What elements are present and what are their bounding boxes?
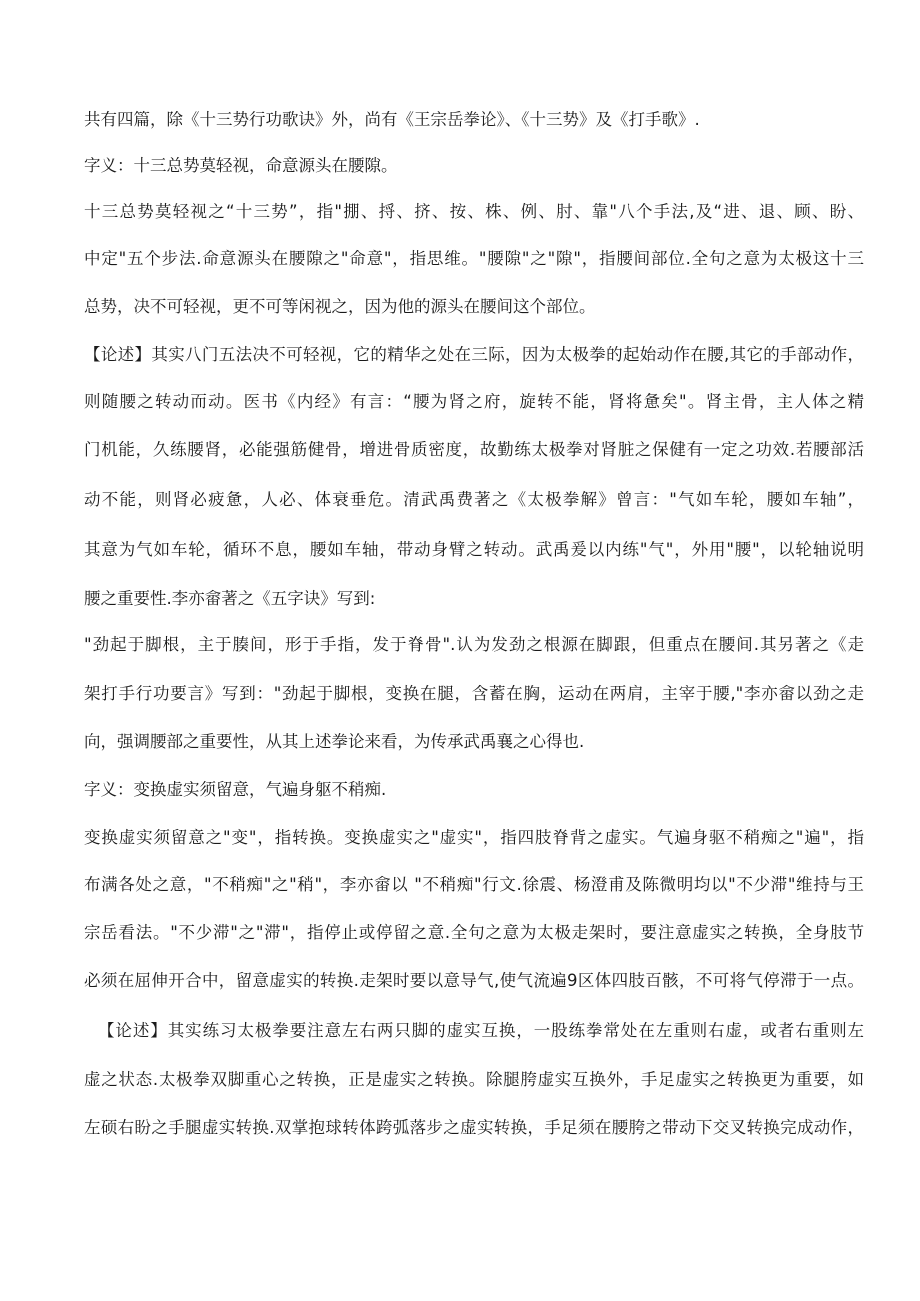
text-line: 其意为气如车轮，循环不息，腰如车轴，带动身臂之转动。武禹爰以内练"气"，外用"腰"，以轮轴说明: [84, 540, 864, 559]
text-line: 【论述】其实练习太极拳要注意左右两只脚的虚实互换，一股练拳常处在左重则右虚，或者右重则左: [98, 1021, 864, 1040]
text-line: 总势，决不可轻视，更不可等闲视之，因为他的源头在腰间这个部位。: [84, 297, 596, 316]
text-line: 虚之状态.太极拳双脚重心之转换，正是虚实之转换。除腿胯虚实互换外，手足虚实之转换更为重要，如: [84, 1070, 864, 1089]
text-line: 布满各处之意，"不稍痴"之"稍"，李亦畲以 "不稍痴"行文.徐震、杨澄甫及陈微明均以"不少滞"维持与王: [84, 875, 864, 894]
text-line: "劲起于脚根，主于腠间，形于手指，发于脊骨".认为发劲之根源在脚跟，但重点在腰间.其另著之《走: [84, 635, 864, 654]
text-line: 架打手行功要言》写到："劲起于脚根，变换在腿，含蓄在胸，运动在两肩，主宰于腰,"李亦畲以劲之走: [84, 684, 864, 703]
text-line: 字义：变换虚实须留意，气遍身躯不稍痴.: [84, 780, 387, 799]
text-line: 【论述】其实八门五法决不可轻视，它的精华之处在三际，因为太极拳的起始动作在腰,其它的手部动作，: [84, 345, 864, 364]
text-line: 变换虚实须留意之"变"，指转换。变换虚实之"虚实"，指四肢脊背之虚实。气遍身驱不稍痴之"遍"，指: [84, 828, 864, 847]
text-line: 腰之重要性.李亦畲著之《五字诀》写到:: [84, 589, 376, 608]
text-line: 向，强调腰部之重要性，从其上述拳论来看，为传承武禹襄之心得也.: [84, 732, 585, 751]
text-line: 则随腰之转动而动。医书《内经》有言：“腰为肾之府，旋转不能，肾将惫矣"。肾主骨，主人体之精: [84, 392, 864, 411]
text-line: 中定"五个步法.命意源头在腰隙之"命意"，指思维。"腰隙"之"隙"，指腰间部位.全句之意为太极这十三: [84, 249, 864, 268]
text-line: 字义：十三总势莫轻视，命意源头在腰隙。: [84, 156, 398, 175]
text-line: 十三总势莫轻视之“十三势”，指"掤、捋、挤、按、株、例、肘、靠"八个手法,及“进、退、顾、盼、: [84, 202, 864, 221]
text-line: 动不能，则肾必疲惫，人必、体衰垂危。清武禹费著之《太极拳解》曾言："气如车轮，腰如车轴”，: [84, 490, 864, 509]
text-line: 门机能，久练腰肾，必能强筋健骨，增进骨质密度，故勤练太极拳对肾脏之保健有一定之功效.若腰部活: [84, 440, 864, 459]
text-line: 左硕右盼之手腿虚实转换.双掌抱球转体跨弧落步之虚实转换，手足须在腰胯之带动下交叉转换完成动作，: [84, 1118, 864, 1137]
text-line: 共有四篇，除《十三势行功歌诀》外，尚有《王宗岳拳论》、《十三势》及《打手歌》.: [84, 110, 700, 129]
text-line: 宗岳看法。"不少滞"之"滞"，指停止或停留之意.全句之意为太极走架时，要注意虚实之转换，全身肢节: [84, 923, 864, 942]
text-line: 必须在屈伸开合中，留意虚实的转换.走架时要以意导气,使气流遍9区体四肢百骸，不可将气停滞于一点。: [84, 971, 864, 990]
